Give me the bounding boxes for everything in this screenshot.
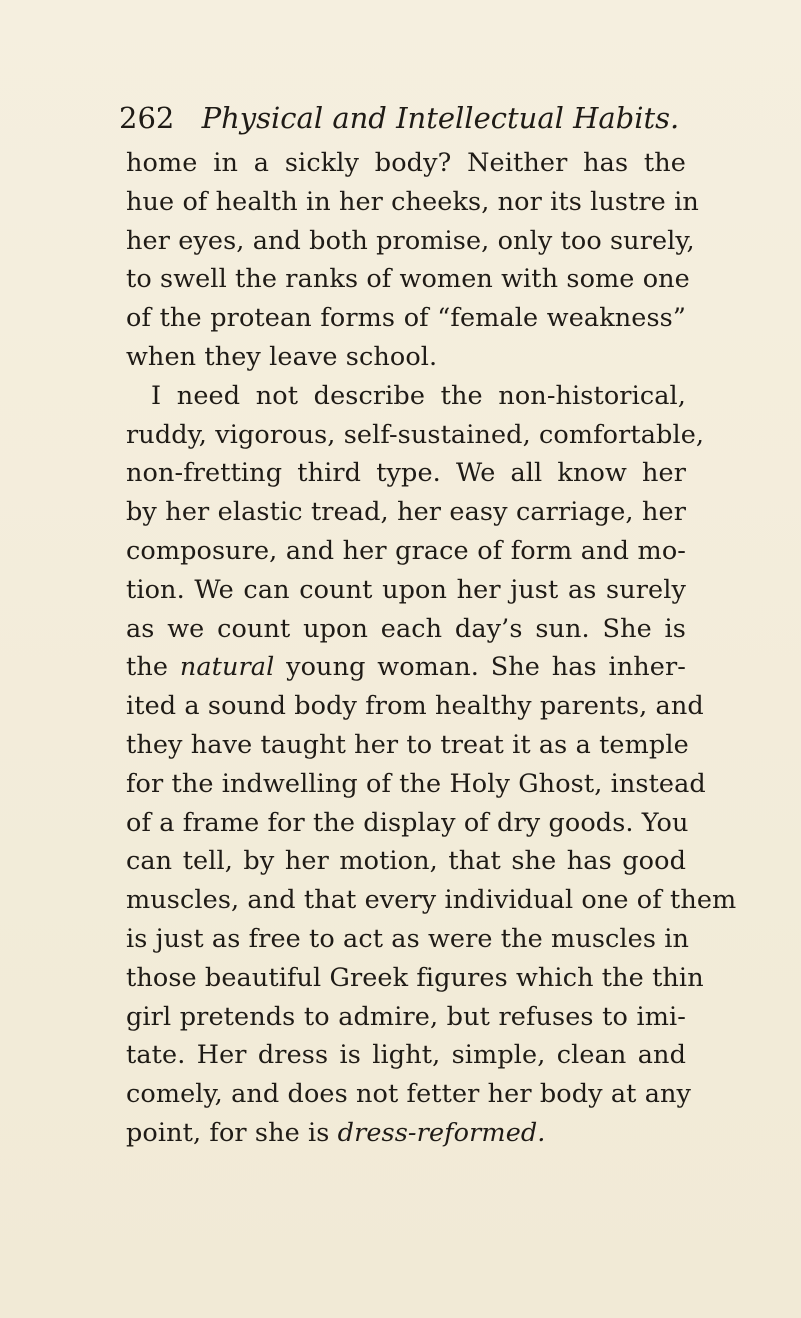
text-line-start: point, for she is (126, 1117, 338, 1148)
text-line: those beautiful Greek figures which the thin (126, 962, 704, 993)
text-line: of the protean forms of “female weakness” (126, 303, 686, 334)
text-line: of a frame for the display of dry goods. You (126, 807, 689, 838)
text-line: hue of health in her cheeks, nor its lustre in (126, 186, 699, 217)
text-line: tate. Her dress is light, simple, clean and (126, 1040, 686, 1071)
text-line: to swell the ranks of women with some one (126, 264, 690, 295)
text-line: home in a sickly body? Neither has the (126, 148, 686, 178)
text-line: when they leave school. (126, 341, 438, 372)
text-line: tion. We can count upon her just as surely (126, 574, 686, 605)
text-line: can tell, by her motion, that she has good (126, 846, 686, 877)
text-line: as we count upon each day’s sun. She is (126, 613, 686, 644)
text-line: girl pretends to admire, but refuses to imi- (126, 1001, 686, 1032)
emphasized-phrase: dress-reformed. (337, 1117, 546, 1148)
emphasized-word: natural (179, 652, 275, 683)
text-line: muscles, and that every individual one of them (126, 885, 737, 916)
text-line-end: young woman. She has inher- (274, 652, 686, 683)
text-line: by her elastic tread, her easy carriage, her (126, 497, 686, 528)
text-line: ruddy, vigorous, self-sustained, comfortable, (126, 419, 705, 450)
text-line: non-fretting third type. We all know her (126, 458, 686, 489)
text-line (126, 648, 686, 687)
body-text (126, 144, 737, 1153)
text-line: they have taught her to treat it as a temple (126, 729, 689, 760)
text-line (126, 1114, 686, 1153)
text-line: I need not describe the non-historical, (151, 380, 686, 411)
text-line: for the indwelling of the Holy Ghost, instead (126, 768, 706, 799)
running-header (119, 97, 719, 139)
text-line: comely, and does not fetter her body at any (126, 1079, 692, 1110)
text-line: her eyes, and both promise, only too surely, (126, 225, 695, 256)
text-line: is just as free to act as were the muscles in (126, 923, 690, 954)
text-line: ited a sound body from healthy parents, and (126, 691, 704, 722)
text-line-start: the (126, 652, 180, 683)
text-line: composure, and her grace of form and mo- (126, 535, 686, 566)
running-title: Physical and Intellectual Habits. (201, 101, 680, 135)
page-number: 262 (119, 101, 175, 135)
